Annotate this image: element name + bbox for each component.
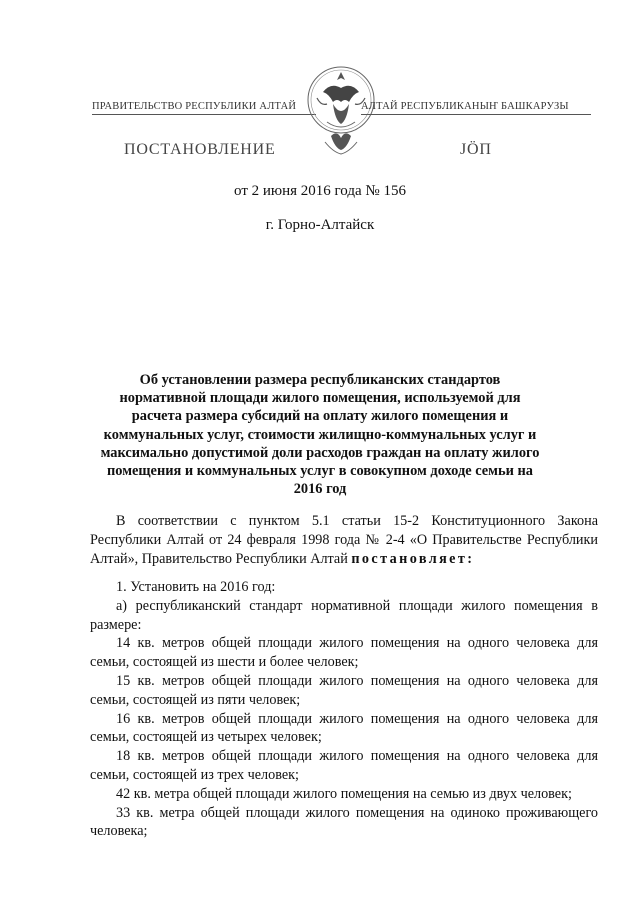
- header-rule-left: [92, 114, 316, 115]
- document-date-number: от 2 июня 2016 года № 156: [234, 183, 406, 199]
- list-item: 18 кв. метров общей площади жилого помещения на одного человека для семьи, состоящей из трех человек;: [90, 748, 598, 783]
- list-item: а) республиканский стандарт нормативной площади жилого помещения в размере:: [90, 597, 598, 633]
- list-item: 1. Установить на 2016 год:: [116, 579, 276, 595]
- list-item: 33 кв. метра общей площади жилого помещения на одиноко проживающего человека;: [90, 804, 598, 840]
- preamble-paragraph: [90, 512, 598, 568]
- document-city: г. Горно-Алтайск: [265, 217, 375, 233]
- list-item: 16 кв. метров общей площади жилого помещения на одного человека для семьи, состоящей из четырех человек;: [90, 710, 598, 746]
- header-rule-right: [361, 114, 591, 115]
- items-list: [90, 578, 598, 841]
- preamble-emphasis: постановляет:: [351, 550, 475, 567]
- document-title: Об установлении размера республиканских стандартов нормативной площади жилого помещения, используемой для расчета размера субсидий на оплату жилого помещения и коммунальных услуг, стоимости жилищно-коммунальных услуг и максимально допустимой доли расходов граждан на оплату жилого помещения и коммунальных услуг в совокупном доходе семьи на 2016 год: [100, 372, 540, 498]
- list-item: 42 кв. метра общей площади жилого помещения на семью из двух человек;: [116, 785, 572, 802]
- list-item: 15 кв. метров общей площади жилого помещения на одного человека для семьи, состоящей из пяти человек;: [90, 672, 598, 708]
- government-header-left: ПРАВИТЕЛЬСТВО РЕСПУБЛИКИ АЛТАЙ: [92, 101, 297, 112]
- doc-kind-alt: JÖП: [460, 141, 492, 158]
- preamble-text: В соответствии с пунктом 5.1 статьи 15-2 Конституционного Закона Республики Алтай от 24 февраля 1998 года № 2-4 «О Правительстве Республики Алтай», Правительство Республики Алтай: [90, 513, 598, 567]
- list-item: 14 кв. метров общей площади жилого помещения на одного человека для семьи, состоящей из шести и более человек;: [90, 635, 598, 671]
- doc-kind-ru: ПОСТАНОВЛЕНИЕ: [124, 141, 276, 158]
- government-header-right: АЛТАЙ РЕСПУБЛИКАНЫҤ БАШКАРУЗЫ: [361, 101, 569, 112]
